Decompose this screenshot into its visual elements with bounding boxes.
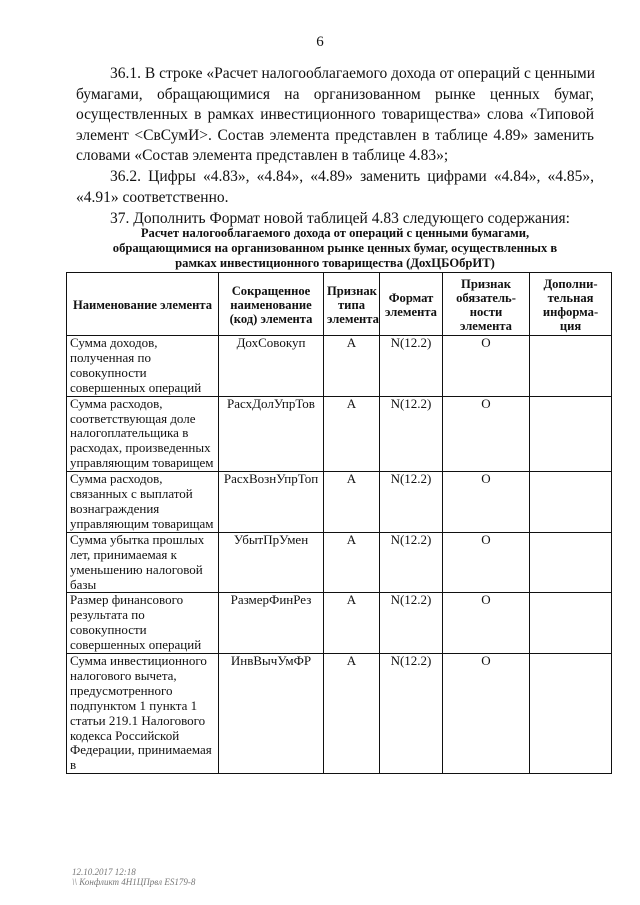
cell-name: Размер финансового результата по совокупности совершенных операций (67, 593, 219, 654)
cell-required: О (443, 532, 530, 593)
table-row (67, 336, 612, 397)
cell-info (530, 532, 612, 593)
table-header-row (67, 273, 612, 336)
cell-info (530, 654, 612, 774)
header-format: Формат элемента (380, 273, 443, 336)
cell-required: О (443, 654, 530, 774)
cell-required: О (443, 336, 530, 397)
paragraph-line: осуществленных в рамках инвестиционного товарищества» слова «Типовой (76, 106, 594, 124)
cell-type: А (324, 593, 380, 654)
table-row (67, 593, 612, 654)
cell-required: О (443, 396, 530, 472)
cell-format: N(12.2) (380, 472, 443, 533)
cell-format: N(12.2) (380, 336, 443, 397)
cell-format: N(12.2) (380, 396, 443, 472)
cell-type: А (324, 336, 380, 397)
paragraph-36-1-last: словами «Состав элемента представлен в таблице 4.83»; (76, 147, 449, 164)
cell-type: А (324, 472, 380, 533)
elements-table (66, 272, 612, 774)
cell-info (530, 472, 612, 533)
table-row (67, 654, 612, 774)
cell-name: Сумма доходов, полученная по совокупности совершенных операций (67, 336, 219, 397)
cell-type: А (324, 396, 380, 472)
paragraph-line: 36.1. В строке «Расчет налогооблагаемого дохода от операций с ценными (110, 65, 596, 82)
cell-format: N(12.2) (380, 532, 443, 593)
cell-code: ИнвВычУмФР (219, 654, 324, 774)
cell-name: Сумма убытка прошлых лет, принимаемая к уменьшению налоговой базы (67, 532, 219, 593)
paragraph-37: 37. Дополнить Формат новой таблицей 4.83 следующего содержания: (110, 210, 570, 227)
cell-code: УбытПрУмен (219, 532, 324, 593)
header-code: Сокращенное наименование (код) элемента (219, 273, 324, 336)
cell-name: Сумма расходов, связанных с выплатой вознаграждения управляющим товарищам (67, 472, 219, 533)
table-title (76, 226, 594, 271)
cell-info (530, 336, 612, 397)
cell-required: О (443, 472, 530, 533)
paragraph-line: бумагами, обращающимися на организованном рынке ценных бумаг, (76, 85, 594, 103)
paragraph-line: элемент <СвСумИ>. Состав элемента представлен в таблице 4.89» заменить (76, 126, 594, 144)
print-file-path: \\ Конфликт 4Н1ЦПрвл ЕS179-8 (72, 877, 196, 887)
print-footer (72, 867, 195, 887)
cell-format: N(12.2) (380, 593, 443, 654)
cell-info (530, 396, 612, 472)
paragraph-36-1 (76, 64, 594, 146)
cell-name: Сумма инвестиционного налогового вычета, предусмотренного подпунктом 1 пункта 1 статьи 219.1 Налогового кодекса Российской Федерации, принимаемая в (67, 654, 219, 774)
paragraph-36-2 (76, 167, 594, 188)
cell-required: О (443, 593, 530, 654)
header-name: Наименование элемента (67, 273, 219, 336)
table-row (67, 472, 612, 533)
table-title-line: Расчет налогооблагаемого дохода от операций с ценными бумагами, (140, 226, 530, 240)
cell-type: А (324, 532, 380, 593)
cell-format: N(12.2) (380, 654, 443, 774)
table-row (67, 532, 612, 593)
paragraph-36-2-last: «4.91» соответственно. (76, 189, 229, 206)
page-number: 6 (316, 34, 324, 50)
cell-code: ДохСовокуп (219, 336, 324, 397)
table-title-line: рамках инвестиционного товарищества (ДохЦБОбрИТ) (175, 256, 495, 270)
paragraph-line: 36.2. Цифры «4.83», «4.84», «4.89» заменить цифрами «4.84», «4.85», (110, 168, 594, 185)
cell-code: РазмерФинРез (219, 593, 324, 654)
header-type: Признак типа элемента (324, 273, 380, 336)
table-title-line: обращающимися на организованном рынке ценных бумаг, осуществленных в (112, 241, 558, 255)
table-row (67, 396, 612, 472)
cell-code: РасхДолУпрТов (219, 396, 324, 472)
header-required: Признак обязатель-ности элемента (443, 273, 530, 336)
cell-type: А (324, 654, 380, 774)
cell-info (530, 593, 612, 654)
cell-code: РасхВознУпрТоп (219, 472, 324, 533)
print-timestamp: 12.10.2017 12:18 (72, 867, 136, 877)
cell-name: Сумма расходов, соответствующая доле налогоплательщика в расходах, произведенных управляющим товарищем (67, 396, 219, 472)
header-info: Дополни-тельная информа-ция (530, 273, 612, 336)
